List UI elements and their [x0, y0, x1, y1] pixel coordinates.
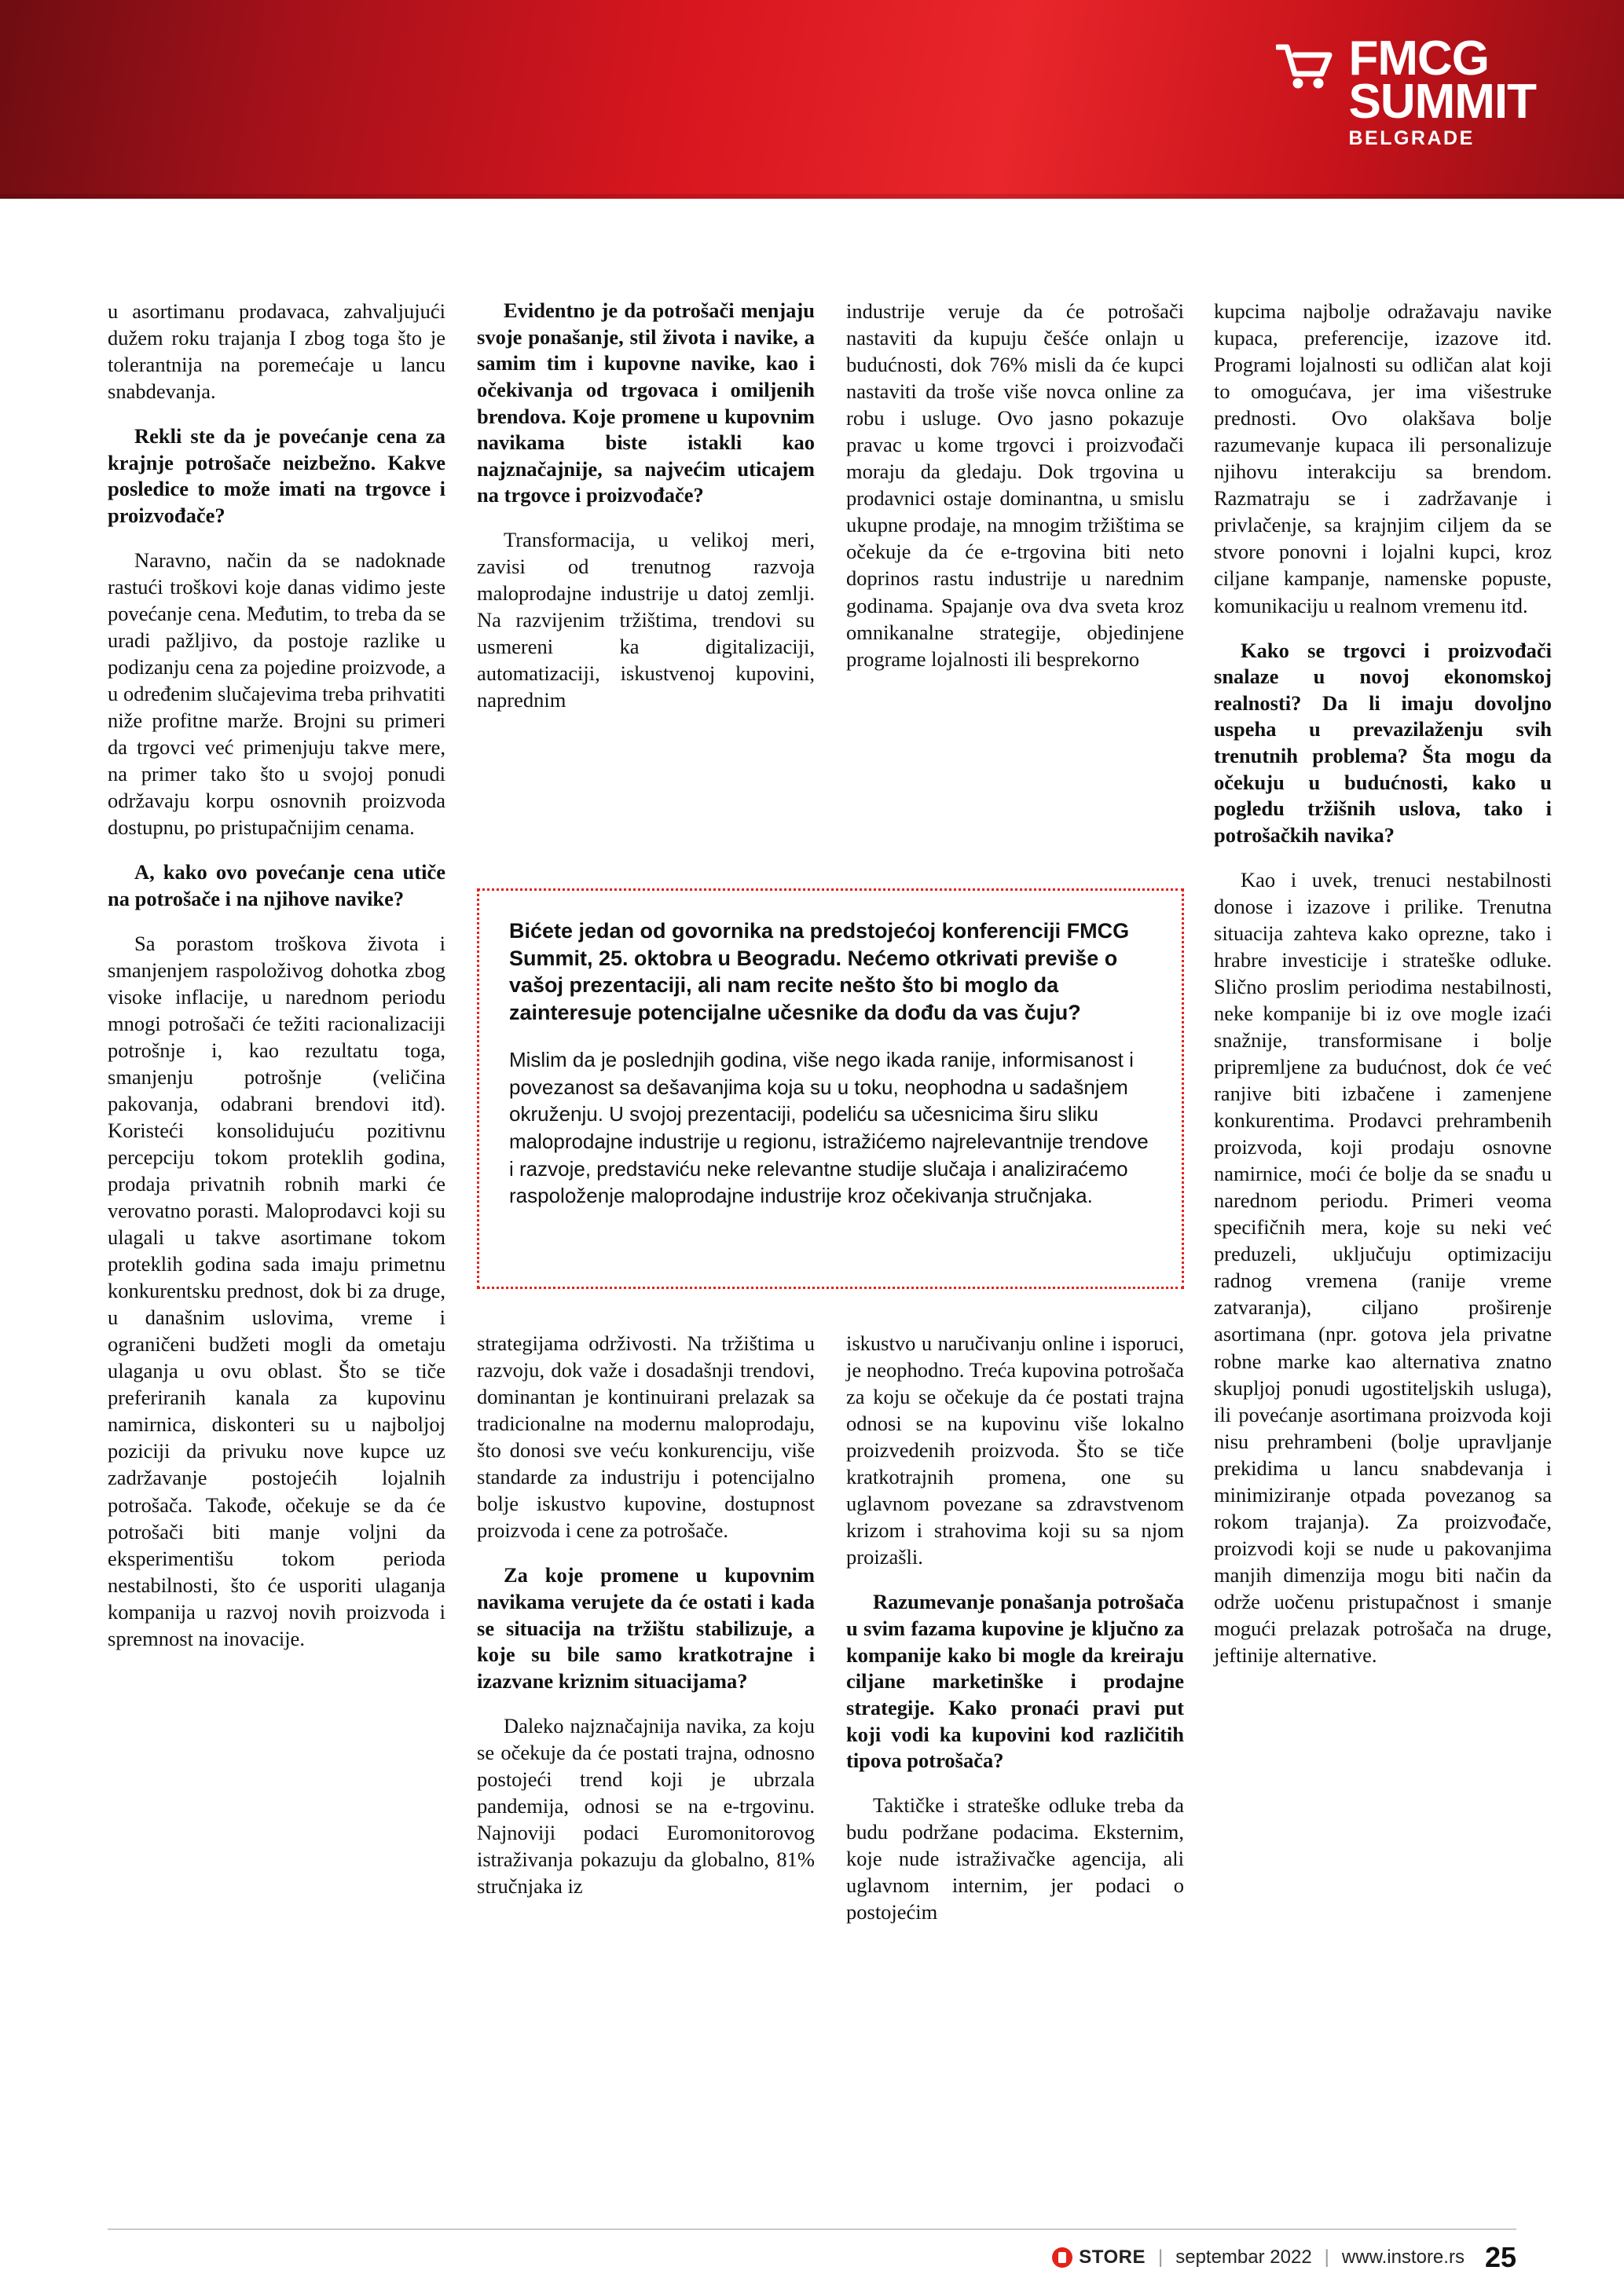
footer-divider: [108, 2228, 1516, 2230]
page-header-banner: [0, 0, 1624, 199]
logo-line-one: FMCG: [1348, 31, 1489, 86]
article-column-2-lower: [477, 1330, 815, 1899]
paragraph: strategijama održivosti. Na tržištima u razvoju, dok važe i dosadašnji trendovi, dominantan je kontinuirani prelazak sa tradicionalne na modernu maloprodaju, što donosi sve veću konkurenciju, više standarde za industriju i potencijalno bolje iskustvo kupovine, dostupnost proizvoda i cene za potrošače.: [477, 1331, 815, 1543]
shopping-cart-icon: [1276, 42, 1334, 91]
article-page: [0, 199, 1624, 2296]
callout-question: Bićete jedan od govornika na predstojećoj konferenciji FMCG Summit, 25. oktobra u Beogradu. Nećemo otkrivati previše o vašoj prezentaciji, ali nam recite nešto što bi moglo da zainteresuje potencijalne učesnike da dođu da vas čuju?: [509, 919, 1130, 1024]
fmcg-summit-logo: [1276, 31, 1536, 150]
footer-website-link[interactable]: www.instore.rs: [1341, 2247, 1465, 2268]
interview-question: Za koje promene u kupovnim navikama verujete da će ostati i kada se situacija na tržištu stabilizuje, a koje su bile samo kratkotrajne i izazvane kriznim situacijama?: [477, 1563, 815, 1693]
instore-logo-icon: [1052, 2247, 1072, 2268]
paragraph: kupcima najbolje odražavaju navike kupaca, preferencije, izazove itd. Programi lojalnosti su odličan alat koji to omogućava, jer ima višestruke prednosti. Ovo olakšava bolje razumevanje kupaca ili personalizuje njihovu interakciju sa brendom. Razmatraju se i zadržavanje i privlačenje, sa krajnjim ciljem da se stvore ponovni i lojalni kupci, kroz ciljane kampanje, namenske popuste, komunikaciju u realnom vremenu itd.: [1214, 299, 1552, 617]
article-column-2-upper: [477, 298, 815, 713]
logo-line-three: BELGRADE: [1348, 127, 1475, 150]
callout-answer: Mislim da je poslednjih godina, više nego ikada ranije, informisanost i povezanost sa dešavanjima koja su u toku, neophodna u sadašnjem okruženju. U svojoj prezentaciji, podeliću sa učesnicima širu sliku maloprodajne industrije u regionu, istražićemo najrelevantnije trendove i razvoje, predstaviću neke relevantne studije slučaja i analiziraćemo raspoloženje maloprodajne industrije kroz očekivanja stručnjaka.: [509, 1048, 1149, 1208]
interview-question: Razumevanje ponašanja potrošača u svim fazama kupovine je ključno za kompanije kako bi mogle da kreiraju ciljane marketinške i prodajne strategije. Kako pronaći pravi put koji vodi ka kupovini kod različitih tipova potrošača?: [846, 1590, 1184, 1773]
paragraph: Taktičke i strateške odluke treba da budu podržane podacima. Eksternim, koje nude istraživačke agencija, ali uglavnom internim, jer podaci o postojećim: [846, 1792, 1184, 1924]
page-number: 25: [1484, 2241, 1516, 2273]
footer-separator-2: |: [1324, 2247, 1329, 2268]
paragraph: Transformacija, u velikoj meri, zavisi od trenutnog razvoja maloprodajne industrije u datoj zemlji. Na razvijenim tržištima, trendovi su usmereni ka digitalizaciji, automatizaciji, iskustvenoj kupovini, naprednim: [477, 528, 815, 712]
paragraph: iskustvo u naručivanju online i isporuci, je neophodno. Treća kupovina potrošača za koju se očekuje da će postati trajna odnosi se na kupovinu više lokalno proizvedenih proizvoda. Što se tiče kratkotrajnih promena, one su uglavnom povezane sa zdravstvenom krizom i strahovima koji su sa njom proizašli.: [846, 1331, 1184, 1569]
page-footer: [0, 2221, 1624, 2296]
footer-separator-1: |: [1157, 2247, 1164, 2268]
paragraph: Kao i uvek, trenuci nestabilnosti donose i izazove i prilike. Trenutna situacija zahteva kako oprezne, tako i hrabre investicije i strateške odluke. Slično proslim periodima nestabilnosti, neke kompanije bi iz ove mogle izaći snažnije, transformisane i bolje pripremljene za budućnost, dok će već ranjive biti izbačene i zamenjene konkurentima. Prodavci prehrambenih proizvoda, koji prodaju osnovne namirnice, moći će bolje da se snađu u narednom periodu. Primeri veoma specifičnih mera, koje su neki već preduzeli, uključuju optimizaciju radnog vremena (ranije vreme zatvaranja), ciljano proširenje asortimana (npr. gotova jela privatne robne marke kao alternativa znatno skuplјoj ponudi ugostiteljskih usluga), ili povećanje asortimana proizvoda koji nisu prehrambeni (bolje upravljanje prekidima u lancu snabdevanja i minimiziranje otpada povezanog sa rokom trajanja). Za proizvođače, proizvodi koji se nude u pakovanjima manjih dimenzija mogu biti način da održe uočenu pristupačnost i smanje mogući prelazak potrošača na druge, jeftinije alternative.: [1214, 867, 1552, 1668]
article-column-1: [108, 298, 445, 1652]
paragraph: Daleko najznačajnija navika, za koju se očekuje da će postati trajna, odnosno postojeći trend koji je ubrzala pandemija, odnosi se na e-trgovinu. Najnoviji podaci Euromonitorovog istraživanja pokazuju da globalno, 81% stručnjaka iz: [477, 1713, 815, 1898]
logo-line-two: SUMMIT: [1348, 74, 1536, 129]
paragraph: industrije veruje da će potrošači nastaviti da kupuju češće onlajn u budućnosti, dok 76% misli da će kupci nastaviti da troše više novca online za robu i usluge. Ovo jasno pokazuje pravac u kome trgovci i proizvođači moraju da gledaju. Dok trgovina u prodavnici ostaje dominantna, u smislu ukupne prodaje, na mnogim tržištima se očekuje da će e-trgovina biti neto doprinos rastu industrije u narednim godinama. Spajanje ova dva sveta kroz omnikanalne strategije, objedinjene programe lojalnosti ili besprekorno: [846, 299, 1184, 671]
article-column-4: [1214, 298, 1552, 1668]
paragraph: Sa porastom troškova života i smanjenjem raspoloživog dohotka zbog visoke inflacije, u narednom periodu mnogi potrošači će težiti racionalizaciji potrošnje i, kao rezultatu toga, smanjenju potrošnje (veličina pakovanja, odabrani brendovi itd). Koristeći konsolidujuću pozitivnu percepciju tokom proteklih godina, prodaja privatnih robnih marki će verovatno porasti. Maloprodavci koji su ulagali u takve asortimane tokom proteklih godina sada imaju primetnu konkurentsku prednost, dok bi za druge, u današnim uslovima, vreme i ograničeni budžeti mogli da ometaju ulaganja u ovu oblast. Što se tiče preferiranih kanala za kupovinu namirnica, diskonteri su u najboljoj poziciji da privuku nove kupce uz zadržavanje postojećih lojalnih potrošača. Takođe, očekuje se da će potrošači biti manje voljni da eksperimentišu tokom perioda nestabilnosti, što će usporiti ulaganja kompanija u razvoj novih proizvoda i spremnost na inovacije.: [108, 931, 445, 1650]
highlight-callout-box: [477, 888, 1184, 1289]
article-column-3-upper: [846, 298, 1184, 672]
interview-question: Evidentno je da potrošači menjaju svoje ponašanje, stil života i navike, a samim tim i kupovne navike, kao i očekivanja od trgovaca i omiljenih brendova. Koje promene u kupovnim navikama biste istakli kao najznačajnije, sa najvećim uticajem na trgovce i proizvođače?: [477, 298, 815, 507]
footer-brand-label: STORE: [1079, 2247, 1146, 2268]
paragraph: Naravno, način da se nadoknade rastući troškovi koje danas vidimo jeste povećanje cena. Međutim, to treba da se uradi pažljivo, da postoje razlike u podizanju cena za pojedine proizvode, a u određenim slučajevima treba prihvatiti niže profitne marže. Brojni su primeri da trgovci već primenjuju takve mere, na primer tako što u svojoj ponudi održavaju korpu osnovnih proizvoda dostupnu, po pristupačnijim cenama.: [108, 547, 445, 840]
instore-brand-mark: [1052, 2247, 1146, 2269]
interview-question: A, kako ovo povećanje cena utiče na potrošače i na njihove navike?: [108, 860, 445, 910]
article-column-3-lower: [846, 1330, 1184, 1925]
footer-issue-label: septembar 2022: [1175, 2247, 1312, 2268]
interview-question: Rekli ste da je povećanje cena za krajnje potrošače neizbežno. Kakve posledice to može imati na trgovce i proizvođače?: [108, 424, 445, 528]
paragraph: u asortimanu prodavaca, zahvaljujući dužem roku trajanja I zbog toga što je tolerantnija na poremećaje u lancu snabdevanja.: [108, 299, 445, 404]
interview-question: Kako se trgovci i proizvođači snalaze u novoj ekonomskoj realnosti? Da li imaju dovoljno uspeha u prevazilaženju svih trenutnih problema? Šta mogu da očekuju u budućnosti, kako u pogledu tržišnih uslova, tako i potrošačkih navika?: [1214, 638, 1552, 848]
